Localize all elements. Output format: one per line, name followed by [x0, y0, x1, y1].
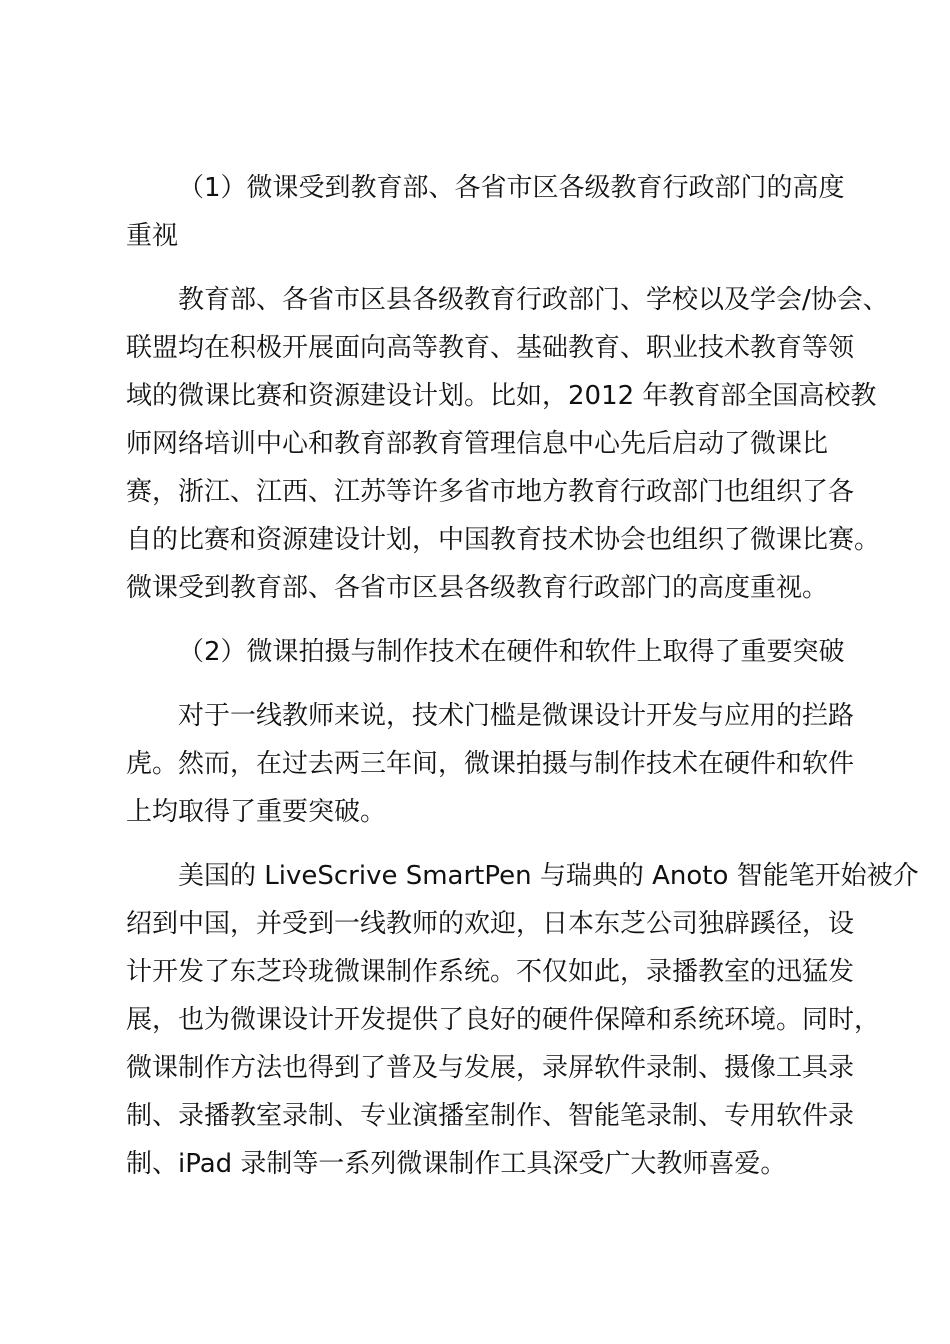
paragraph-line: 微课制作方法也得到了普及与发展，录屏软件录制、摄像工具录	[126, 1053, 855, 1083]
paragraph-line: 上均取得了重要突破。	[126, 797, 387, 827]
heading-line: 重视	[126, 221, 179, 251]
paragraph-line: 自的比赛和资源建设计划，中国教育技术协会也组织了微课比赛。	[126, 525, 881, 555]
paragraph-line: 展，也为微课设计开发提供了良好的硬件保障和系统环境。同时，	[126, 1005, 881, 1035]
paragraph-line: 联盟均在积极开展面向高等教育、基础教育、职业技术教育等领	[126, 333, 855, 363]
paragraph-3	[126, 852, 919, 1188]
paragraph-line: 微课受到教育部、各省市区县各级教育行政部门的高度重视。	[126, 573, 829, 603]
paragraph-line: 计开发了东芝玲珑微课制作系统。不仅如此，录播教室的迅猛发	[126, 957, 855, 987]
paragraph-line: 赛，浙江、江西、江苏等许多省市地方教育行政部门也组织了各	[126, 477, 855, 507]
paragraph-2	[126, 692, 855, 836]
paragraph-line: 对于一线教师来说，技术门槛是微课设计开发与应用的拦路	[178, 701, 855, 731]
paragraph-line: 虎。然而，在过去两三年间，微课拍摄与制作技术在硬件和软件	[126, 749, 855, 779]
paragraph-line: 美国的 LiveScrive SmartPen 与瑞典的 Anoto 智能笔开始被介	[178, 861, 919, 891]
paragraph-line: 域的微课比赛和资源建设计划。比如，2012 年教育部全国高校教	[126, 381, 877, 411]
document-body	[126, 164, 919, 1188]
heading-line: （2）微课拍摄与制作技术在硬件和软件上取得了重要突破	[178, 637, 845, 667]
section-heading-1	[126, 164, 846, 260]
paragraph-line: 师网络培训中心和教育部教育管理信息中心先后启动了微课比	[126, 429, 829, 459]
paragraph-line: 制、iPad 录制等一系列微课制作工具深受广大教师喜爱。	[126, 1149, 787, 1179]
paragraph-1	[126, 276, 889, 612]
paragraph-line: 制、录播教室录制、专业演播室制作、智能笔录制、专用软件录	[126, 1101, 855, 1131]
paragraph-line: 绍到中国，并受到一线教师的欢迎，日本东芝公司独辟蹊径，设	[126, 909, 855, 939]
paragraph-line: 教育部、各省市区县各级教育行政部门、学校以及学会/协会、	[178, 285, 889, 315]
heading-line: （1）微课受到教育部、各省市区各级教育行政部门的高度	[178, 173, 845, 203]
section-heading-2	[126, 628, 846, 676]
